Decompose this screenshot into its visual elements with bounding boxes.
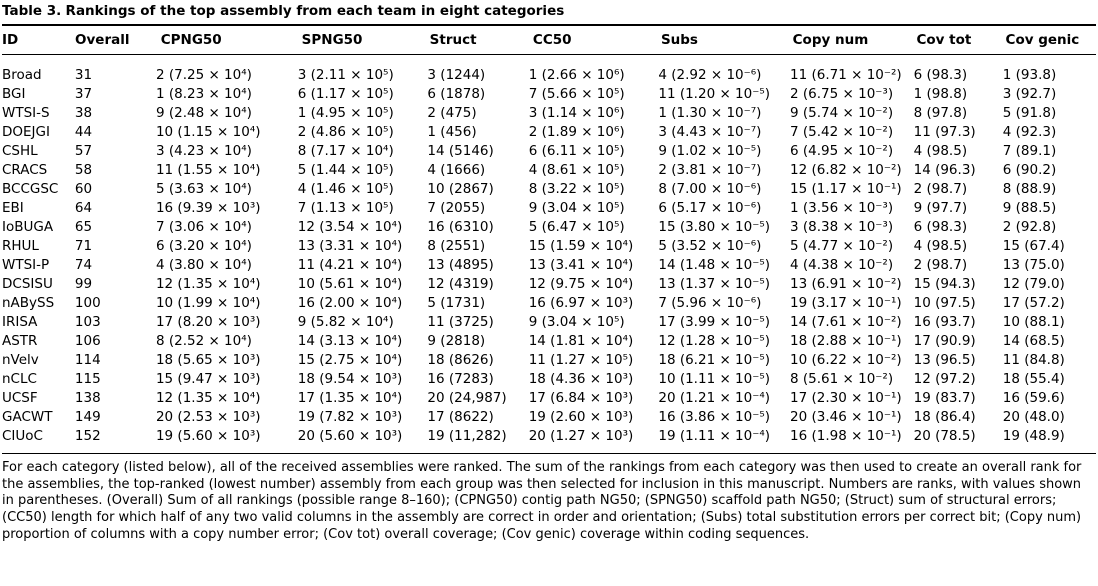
cell-spng50: 1 (4.95 × 10⁵) <box>297 104 394 121</box>
spacer-cell <box>1003 445 1096 453</box>
cell-spng50: 5 (1.44 × 10⁵) <box>297 161 394 178</box>
cell-struct: 4 (1666) <box>427 161 486 178</box>
cell-spng50: 18 (9.54 × 10³) <box>297 370 403 387</box>
column-header-overall: Overall <box>75 32 130 49</box>
cell-cpng50: 12 (1.35 × 10⁴) <box>155 389 261 406</box>
cell-overall: 138 <box>74 389 101 406</box>
cell-struct: 16 (6310) <box>427 218 494 235</box>
cell-cc50: 7 (5.66 × 10⁵) <box>528 85 625 102</box>
cell-subs: 3 (4.43 × 10⁻⁷) <box>658 123 762 140</box>
rankings-table <box>2 26 1096 54</box>
cell-struct: 18 (8626) <box>427 351 494 368</box>
table-row <box>2 369 1096 388</box>
cell-cpng50: 10 (1.15 × 10⁴) <box>155 123 261 140</box>
cell-cov-genic: 11 (84.8) <box>1002 351 1065 368</box>
cell-copy-num: 16 (1.98 × 10⁻¹) <box>790 427 902 444</box>
cell-copy-num: 4 (4.38 × 10⁻²) <box>790 256 894 273</box>
cell-subs: 1 (1.30 × 10⁻⁷) <box>658 104 762 121</box>
cell-cpng50: 19 (5.60 × 10³) <box>155 427 261 444</box>
cell-cov-genic: 15 (67.4) <box>1002 237 1065 254</box>
cell-spng50: 19 (7.82 × 10³) <box>297 408 403 425</box>
cell-cov-genic: 5 (91.8) <box>1002 104 1057 121</box>
cell-cc50: 6 (6.11 × 10⁵) <box>528 142 625 159</box>
cell-cov-tot: 9 (97.7) <box>913 199 968 216</box>
cell-subs: 12 (1.28 × 10⁻⁵) <box>658 332 771 349</box>
table-row <box>2 122 1096 141</box>
table-row <box>2 388 1096 407</box>
cell-cpng50: 15 (9.47 × 10³) <box>155 370 261 387</box>
table-row <box>2 84 1096 103</box>
cell-cov-genic: 12 (79.0) <box>1002 275 1065 292</box>
cell-cov-tot: 1 (98.8) <box>913 85 968 102</box>
table-row <box>2 198 1096 217</box>
cell-id: CIUoC <box>2 427 43 444</box>
cell-subs: 2 (3.81 × 10⁻⁷) <box>658 161 762 178</box>
spacer-cell <box>914 445 1003 453</box>
cell-struct: 20 (24,987) <box>427 389 507 406</box>
cell-overall: 31 <box>74 66 93 83</box>
table-row <box>2 407 1096 426</box>
cell-id: ASTR <box>2 332 38 349</box>
table-row <box>2 293 1096 312</box>
cell-cpng50: 8 (2.52 × 10⁴) <box>155 332 252 349</box>
cell-copy-num: 10 (6.22 × 10⁻²) <box>790 351 902 368</box>
table-header <box>2 26 1096 54</box>
spacer-cell <box>658 55 790 65</box>
cell-id: nABySS <box>2 294 55 311</box>
cell-overall: 57 <box>74 142 93 159</box>
spacer-cell <box>914 55 1003 65</box>
cell-id: DOEJGI <box>2 123 50 140</box>
cell-spng50: 4 (1.46 × 10⁵) <box>297 180 394 197</box>
cell-spng50: 8 (7.17 × 10⁴) <box>297 142 394 159</box>
cell-copy-num: 6 (4.95 × 10⁻²) <box>790 142 894 159</box>
cell-struct: 12 (4319) <box>427 275 494 292</box>
cell-cov-genic: 18 (55.4) <box>1002 370 1065 387</box>
cell-subs: 7 (5.96 × 10⁻⁶) <box>658 294 762 311</box>
table-caption <box>2 0 1096 24</box>
cell-cc50: 2 (1.89 × 10⁶) <box>528 123 625 140</box>
cell-spng50: 9 (5.82 × 10⁴) <box>297 313 394 330</box>
cell-spng50: 14 (3.13 × 10⁴) <box>297 332 403 349</box>
cell-cov-genic: 14 (68.5) <box>1002 332 1065 349</box>
cell-cc50: 18 (4.36 × 10³) <box>528 370 634 387</box>
cell-struct: 7 (2055) <box>427 199 486 216</box>
cell-subs: 6 (5.17 × 10⁻⁶) <box>658 199 762 216</box>
cell-copy-num: 19 (3.17 × 10⁻¹) <box>790 294 902 311</box>
table-row <box>2 141 1096 160</box>
cell-cov-tot: 18 (86.4) <box>913 408 976 425</box>
cell-cpng50: 1 (8.23 × 10⁴) <box>155 85 252 102</box>
cell-copy-num: 13 (6.91 × 10⁻²) <box>790 275 902 292</box>
table-body <box>2 55 1096 453</box>
cell-copy-num: 12 (6.82 × 10⁻²) <box>790 161 902 178</box>
table-row <box>2 426 1096 445</box>
cell-overall: 115 <box>74 370 101 387</box>
table-row <box>2 274 1096 293</box>
cell-cc50: 13 (3.41 × 10⁴) <box>528 256 634 273</box>
cell-overall: 99 <box>74 275 93 292</box>
cell-cc50: 11 (1.27 × 10⁵) <box>528 351 634 368</box>
cell-id: RHUL <box>2 237 39 254</box>
cell-id: WTSI-P <box>2 256 50 273</box>
cell-struct: 16 (7283) <box>427 370 494 387</box>
column-header-id: ID <box>2 32 19 49</box>
cell-subs: 16 (3.86 × 10⁻⁵) <box>658 408 771 425</box>
column-header-copy-num: Copy num <box>792 32 869 49</box>
cell-cpng50: 18 (5.65 × 10³) <box>155 351 261 368</box>
cell-cov-tot: 13 (96.5) <box>913 351 976 368</box>
cell-subs: 18 (6.21 × 10⁻⁵) <box>658 351 771 368</box>
cell-cpng50: 4 (3.80 × 10⁴) <box>155 256 252 273</box>
spacer-cell <box>156 55 298 65</box>
cell-copy-num: 18 (2.88 × 10⁻¹) <box>790 332 902 349</box>
cell-cov-genic: 13 (75.0) <box>1002 256 1065 273</box>
cell-spng50: 17 (1.35 × 10⁴) <box>297 389 403 406</box>
cell-cc50: 9 (3.04 × 10⁵) <box>528 199 625 216</box>
cell-id: Broad <box>2 66 42 83</box>
cell-id: WTSI-S <box>2 104 50 121</box>
cell-overall: 37 <box>74 85 93 102</box>
cell-cov-tot: 19 (83.7) <box>913 389 976 406</box>
column-header-subs: Subs <box>660 32 698 49</box>
cell-spng50: 20 (5.60 × 10³) <box>297 427 403 444</box>
cell-overall: 60 <box>74 180 93 197</box>
cell-cc50: 19 (2.60 × 10³) <box>528 408 634 425</box>
cell-id: CSHL <box>2 142 38 159</box>
cell-cov-tot: 6 (98.3) <box>913 66 968 83</box>
cell-cov-tot: 17 (90.9) <box>913 332 976 349</box>
cell-cpng50: 2 (7.25 × 10⁴) <box>155 66 252 83</box>
spacer-cell <box>298 55 428 65</box>
cell-subs: 20 (1.21 × 10⁻⁴) <box>658 389 771 406</box>
cell-struct: 19 (11,282) <box>427 427 507 444</box>
cell-struct: 13 (4895) <box>427 256 494 273</box>
cell-cov-tot: 2 (98.7) <box>913 256 968 273</box>
cell-cpng50: 20 (2.53 × 10³) <box>155 408 261 425</box>
spacer-cell <box>529 445 659 453</box>
cell-copy-num: 20 (3.46 × 10⁻¹) <box>790 408 902 425</box>
cell-spng50: 2 (4.86 × 10⁵) <box>297 123 394 140</box>
column-header-cc50: CC50 <box>532 32 572 49</box>
cell-overall: 38 <box>74 104 93 121</box>
spacer-cell <box>1003 55 1096 65</box>
cell-cpng50: 6 (3.20 × 10⁴) <box>155 237 252 254</box>
cell-cov-genic: 17 (57.2) <box>1002 294 1065 311</box>
cell-overall: 64 <box>74 199 93 216</box>
cell-id: nCLC <box>2 370 37 387</box>
cell-struct: 2 (475) <box>427 104 477 121</box>
spacer-cell <box>790 445 914 453</box>
cell-struct: 6 (1878) <box>427 85 486 102</box>
cell-overall: 44 <box>74 123 93 140</box>
cell-cpng50: 16 (9.39 × 10³) <box>155 199 261 216</box>
cell-subs: 5 (3.52 × 10⁻⁶) <box>658 237 762 254</box>
table-row <box>2 65 1096 84</box>
cell-cpng50: 7 (3.06 × 10⁴) <box>155 218 252 235</box>
cell-cov-tot: 14 (96.3) <box>913 161 976 178</box>
cell-copy-num: 15 (1.17 × 10⁻¹) <box>790 180 902 197</box>
cell-subs: 13 (1.37 × 10⁻⁵) <box>658 275 771 292</box>
cell-copy-num: 2 (6.75 × 10⁻³) <box>790 85 894 102</box>
cell-copy-num: 5 (4.77 × 10⁻²) <box>790 237 894 254</box>
table-footnote: For each category (listed below), all of the received assemblies were ranked. The sum of the rankings from each category was then used to create an overall rank for the assemblies, the top-ranked (lowest number) assembly from each group was then selected for inclusion in this manuscript. Numbers are ranks, with values shown in parentheses. (Overall) Sum of all rankings (possible range 8–160); (CPNG50) contig path NG50; (SPNG50) scaffold path NG50; (Struct) sum of structural errors; (CC50) length for which half of any two valid columns in the assembly are correct in order and orientation; (Subs) total substitution errors per correct bit; (Copy num) proportion of columns with a copy number error; (Cov tot) overall coverage; (Cov genic) coverage within coding sequences. <box>2 460 1082 542</box>
cell-overall: 149 <box>74 408 101 425</box>
cell-struct: 10 (2867) <box>427 180 494 197</box>
cell-overall: 152 <box>74 427 101 444</box>
spacer-cell <box>75 55 156 65</box>
table-spacer-row <box>2 55 1096 65</box>
cell-spng50: 16 (2.00 × 10⁴) <box>297 294 403 311</box>
cell-cov-genic: 10 (88.1) <box>1002 313 1065 330</box>
cell-spng50: 7 (1.13 × 10⁵) <box>297 199 394 216</box>
spacer-cell <box>2 445 75 453</box>
spacer-cell <box>2 55 75 65</box>
cell-struct: 11 (3725) <box>427 313 494 330</box>
table-row <box>2 236 1096 255</box>
cell-struct: 8 (2551) <box>427 237 486 254</box>
cell-subs: 19 (1.11 × 10⁻⁴) <box>658 427 771 444</box>
cell-spng50: 10 (5.61 × 10⁴) <box>297 275 403 292</box>
table-row <box>2 160 1096 179</box>
spacer-cell <box>298 445 428 453</box>
cell-cov-genic: 4 (92.3) <box>1002 123 1057 140</box>
cell-cov-tot: 10 (97.5) <box>913 294 976 311</box>
column-header-struct: Struct <box>429 32 477 49</box>
column-header-cov-tot: Cov tot <box>916 32 972 49</box>
cell-cpng50: 3 (4.23 × 10⁴) <box>155 142 252 159</box>
cell-subs: 11 (1.20 × 10⁻⁵) <box>658 85 771 102</box>
cell-cc50: 3 (1.14 × 10⁶) <box>528 104 625 121</box>
cell-overall: 114 <box>74 351 101 368</box>
cell-id: nVelv <box>2 351 39 368</box>
cell-id: EBI <box>2 199 24 216</box>
cell-struct: 1 (456) <box>427 123 477 140</box>
cell-overall: 103 <box>74 313 101 330</box>
table-row <box>2 179 1096 198</box>
cell-cov-genic: 20 (48.0) <box>1002 408 1065 425</box>
cell-subs: 17 (3.99 × 10⁻⁵) <box>658 313 771 330</box>
cell-id: IRISA <box>2 313 38 330</box>
cell-cov-tot: 15 (94.3) <box>913 275 976 292</box>
table-caption-label: Table 3. <box>2 3 62 19</box>
cell-cov-genic: 16 (59.6) <box>1002 389 1065 406</box>
cell-overall: 65 <box>74 218 93 235</box>
cell-cov-tot: 16 (93.7) <box>913 313 976 330</box>
table-row <box>2 331 1096 350</box>
cell-cc50: 14 (1.81 × 10⁴) <box>528 332 634 349</box>
cell-cc50: 1 (2.66 × 10⁶) <box>528 66 625 83</box>
cell-cc50: 5 (6.47 × 10⁵) <box>528 218 625 235</box>
cell-cpng50: 9 (2.48 × 10⁴) <box>155 104 252 121</box>
cell-spng50: 3 (2.11 × 10⁵) <box>297 66 394 83</box>
table-row <box>2 312 1096 331</box>
cell-id: BGI <box>2 85 26 102</box>
spacer-cell <box>790 55 914 65</box>
cell-cpng50: 12 (1.35 × 10⁴) <box>155 275 261 292</box>
spacer-cell <box>156 445 298 453</box>
cell-copy-num: 9 (5.74 × 10⁻²) <box>790 104 894 121</box>
spacer-cell <box>75 445 156 453</box>
cell-struct: 14 (5146) <box>427 142 494 159</box>
cell-copy-num: 3 (8.38 × 10⁻³) <box>790 218 894 235</box>
cell-cc50: 15 (1.59 × 10⁴) <box>528 237 634 254</box>
cell-overall: 71 <box>74 237 93 254</box>
cell-cc50: 9 (3.04 × 10⁵) <box>528 313 625 330</box>
cell-id: CRACS <box>2 161 48 178</box>
cell-copy-num: 11 (6.71 × 10⁻²) <box>790 66 902 83</box>
cell-cov-genic: 2 (92.8) <box>1002 218 1057 235</box>
table-row <box>2 350 1096 369</box>
cell-cov-genic: 6 (90.2) <box>1002 161 1057 178</box>
cell-spng50: 15 (2.75 × 10⁴) <box>297 351 403 368</box>
cell-cc50: 16 (6.97 × 10³) <box>528 294 634 311</box>
table-spacer-row <box>2 445 1096 453</box>
cell-overall: 58 <box>74 161 93 178</box>
cell-cov-genic: 7 (89.1) <box>1002 142 1057 159</box>
cell-copy-num: 7 (5.42 × 10⁻²) <box>790 123 894 140</box>
cell-id: IoBUGA <box>2 218 54 235</box>
cell-subs: 15 (3.80 × 10⁻⁵) <box>658 218 771 235</box>
spacer-cell <box>427 55 528 65</box>
cell-cpng50: 5 (3.63 × 10⁴) <box>155 180 252 197</box>
cell-cov-tot: 12 (97.2) <box>913 370 976 387</box>
cell-copy-num: 14 (7.61 × 10⁻²) <box>790 313 902 330</box>
cell-cov-genic: 8 (88.9) <box>1002 180 1057 197</box>
cell-id: BCCGSC <box>2 180 59 197</box>
cell-cc50: 8 (3.22 × 10⁵) <box>528 180 625 197</box>
cell-subs: 14 (1.48 × 10⁻⁵) <box>658 256 771 273</box>
rankings-table-body <box>2 55 1096 453</box>
cell-cc50: 12 (9.75 × 10⁴) <box>528 275 634 292</box>
cell-overall: 74 <box>74 256 93 273</box>
cell-cpng50: 11 (1.55 × 10⁴) <box>155 161 261 178</box>
cell-cov-tot: 20 (78.5) <box>913 427 976 444</box>
table-caption-text: Rankings of the top assembly from each team in eight categories <box>65 3 565 19</box>
cell-cov-genic: 1 (93.8) <box>1002 66 1057 83</box>
cell-struct: 3 (1244) <box>427 66 486 83</box>
cell-id: DCSISU <box>2 275 53 292</box>
cell-cov-genic: 19 (48.9) <box>1002 427 1065 444</box>
cell-cc50: 20 (1.27 × 10³) <box>528 427 634 444</box>
column-header-spng50: SPNG50 <box>301 32 363 49</box>
spacer-cell <box>658 445 790 453</box>
cell-cov-genic: 3 (92.7) <box>1002 85 1057 102</box>
cell-spng50: 6 (1.17 × 10⁵) <box>297 85 394 102</box>
cell-cc50: 4 (8.61 × 10⁵) <box>528 161 625 178</box>
cell-subs: 4 (2.92 × 10⁻⁶) <box>658 66 762 83</box>
spacer-cell <box>529 55 659 65</box>
cell-subs: 9 (1.02 × 10⁻⁵) <box>658 142 762 159</box>
table-row <box>2 255 1096 274</box>
cell-struct: 5 (1731) <box>427 294 486 311</box>
table-row <box>2 217 1096 236</box>
cell-cov-tot: 4 (98.5) <box>913 237 968 254</box>
cell-cov-tot: 2 (98.7) <box>913 180 968 197</box>
cell-copy-num: 1 (3.56 × 10⁻³) <box>790 199 894 216</box>
cell-copy-num: 17 (2.30 × 10⁻¹) <box>790 389 902 406</box>
spacer-cell <box>427 445 528 453</box>
cell-id: GACWT <box>2 408 53 425</box>
cell-cc50: 17 (6.84 × 10³) <box>528 389 634 406</box>
cell-struct: 17 (8622) <box>427 408 494 425</box>
cell-cov-tot: 6 (98.3) <box>913 218 968 235</box>
cell-cov-genic: 9 (88.5) <box>1002 199 1057 216</box>
cell-cov-tot: 4 (98.5) <box>913 142 968 159</box>
cell-spng50: 13 (3.31 × 10⁴) <box>297 237 403 254</box>
column-header-cpng50: CPNG50 <box>160 32 222 49</box>
table-row <box>2 103 1096 122</box>
cell-subs: 10 (1.11 × 10⁻⁵) <box>658 370 771 387</box>
cell-cov-tot: 8 (97.8) <box>913 104 968 121</box>
cell-cpng50: 10 (1.99 × 10⁴) <box>155 294 261 311</box>
cell-id: UCSF <box>2 389 38 406</box>
cell-overall: 106 <box>74 332 101 349</box>
cell-cpng50: 17 (8.20 × 10³) <box>155 313 261 330</box>
table-header-row <box>2 26 1096 54</box>
cell-copy-num: 8 (5.61 × 10⁻²) <box>790 370 894 387</box>
cell-spng50: 12 (3.54 × 10⁴) <box>297 218 403 235</box>
cell-spng50: 11 (4.21 × 10⁴) <box>297 256 403 273</box>
cell-overall: 100 <box>74 294 101 311</box>
column-header-cov-genic: Cov genic <box>1005 32 1080 49</box>
cell-cov-tot: 11 (97.3) <box>913 123 976 140</box>
cell-subs: 8 (7.00 × 10⁻⁶) <box>658 180 762 197</box>
cell-struct: 9 (2818) <box>427 332 486 349</box>
